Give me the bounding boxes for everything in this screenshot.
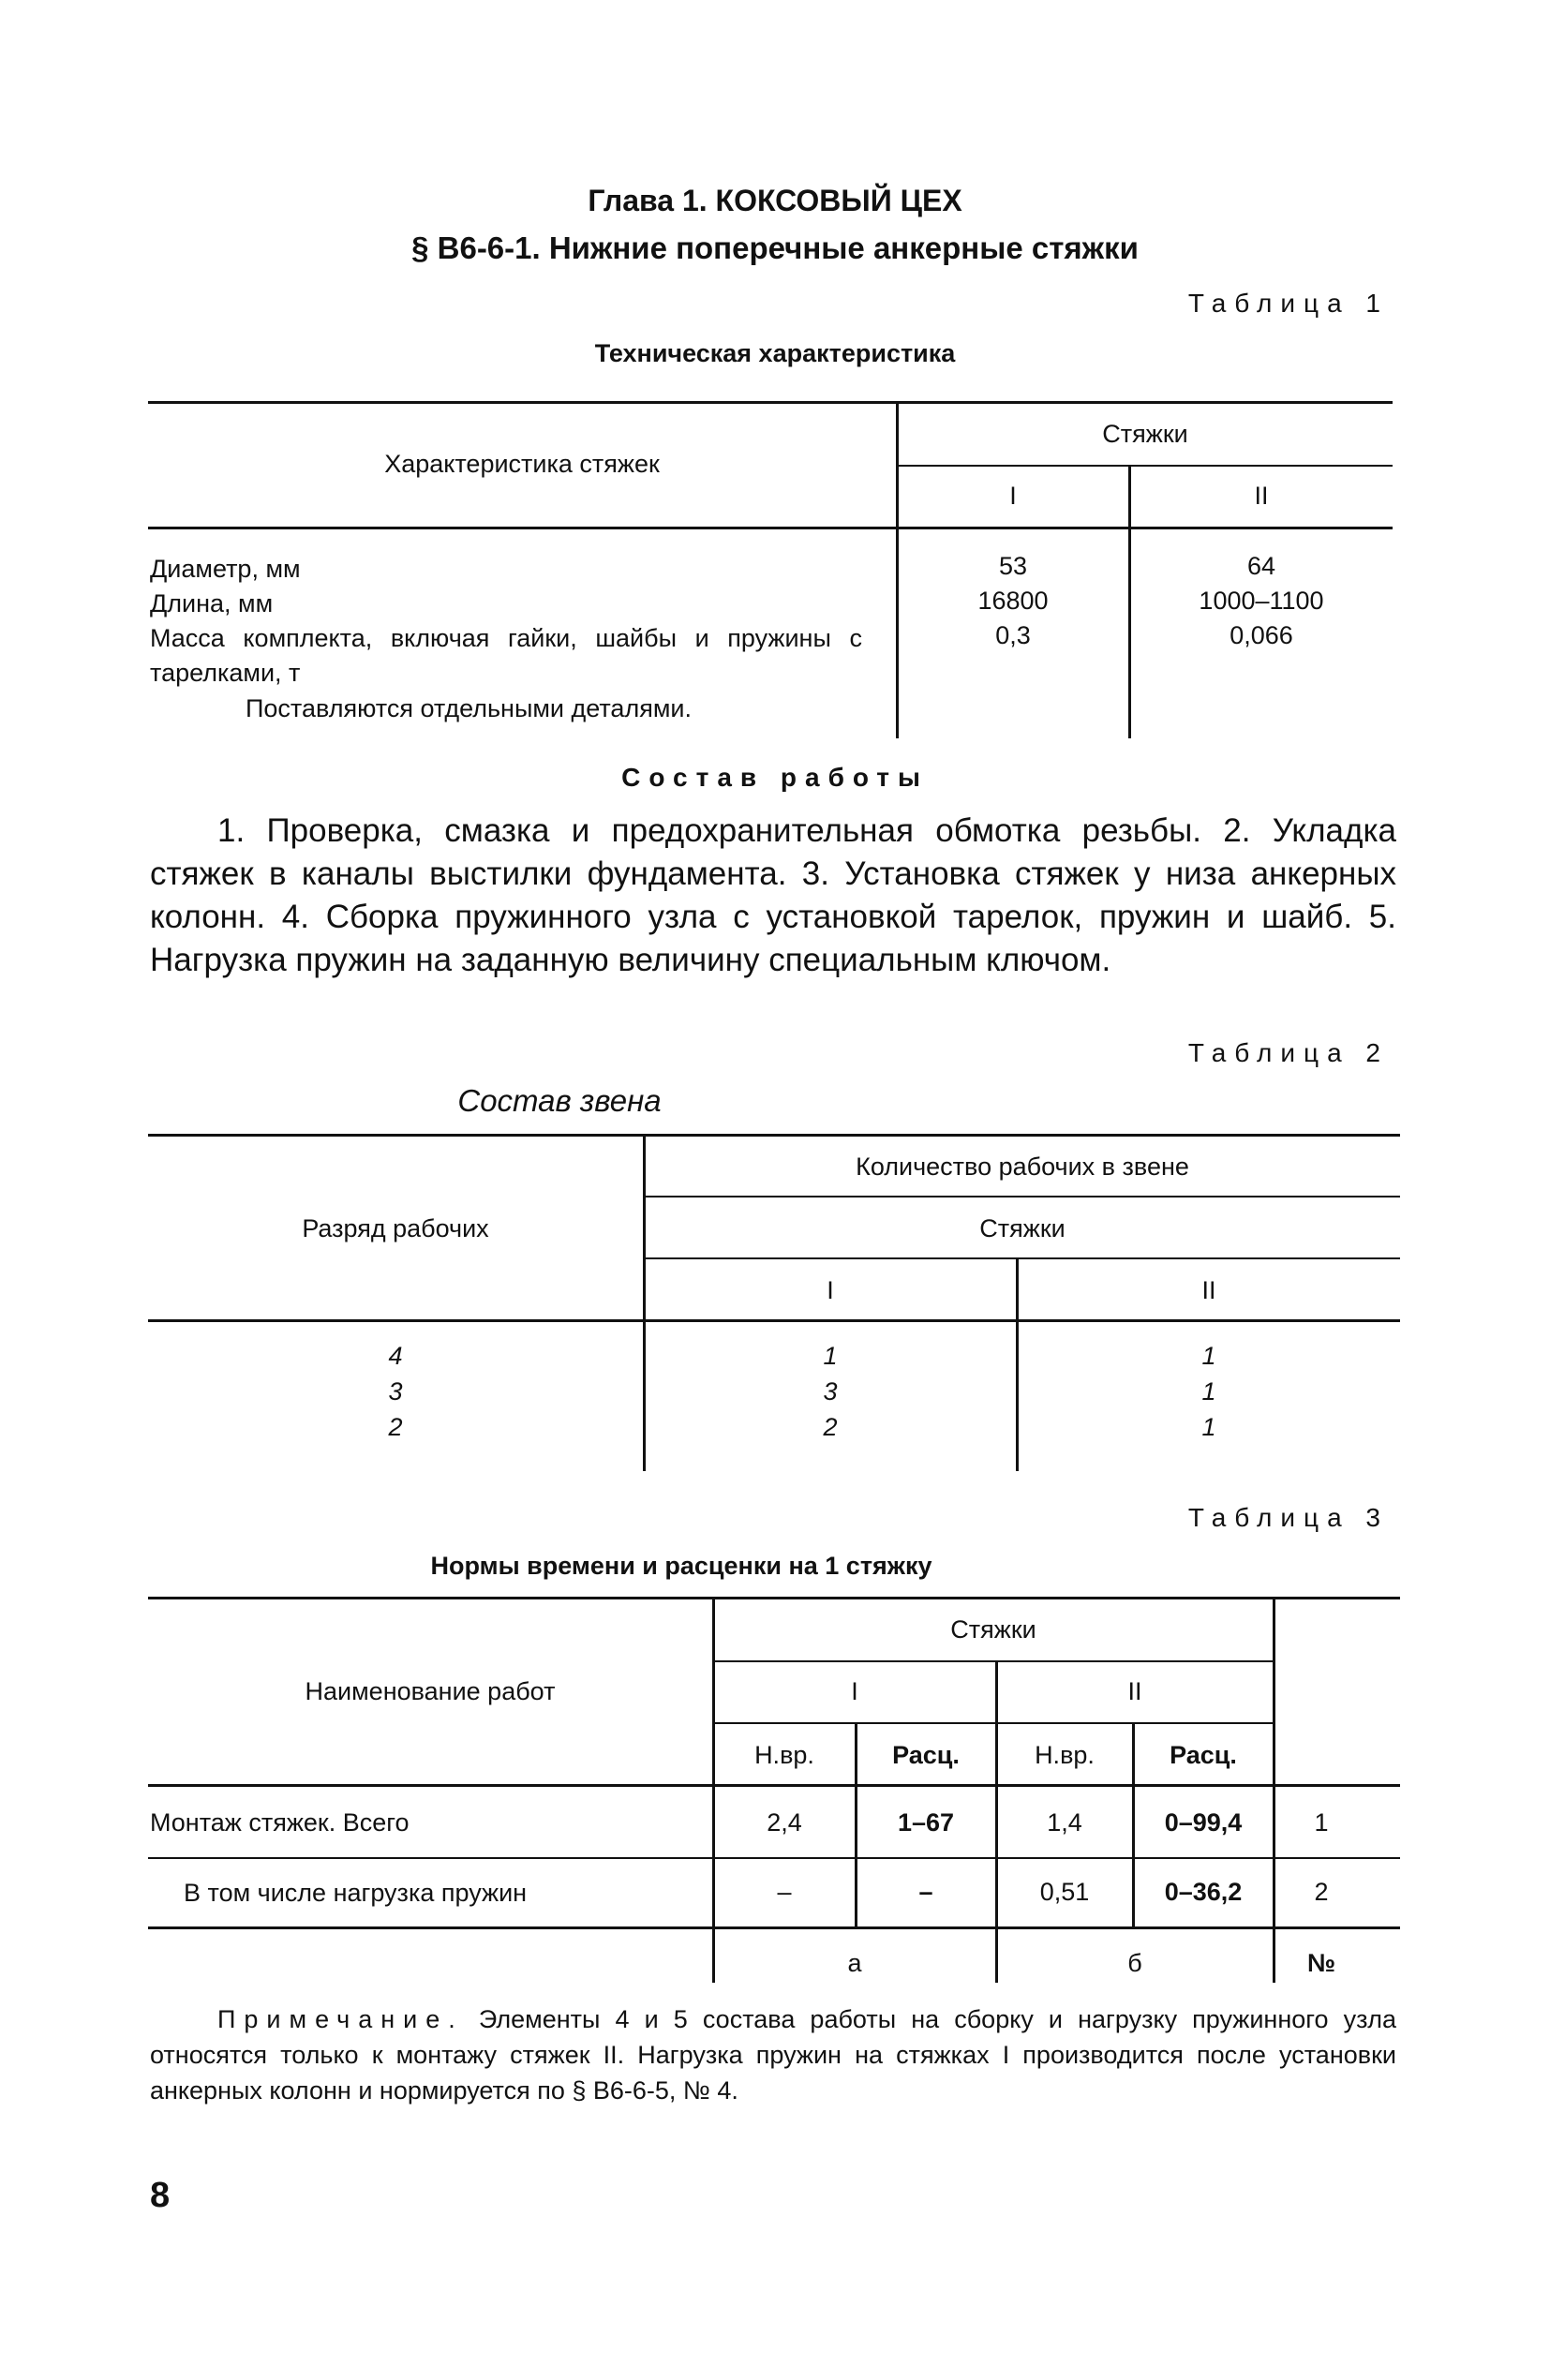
table3-footer-a: а	[847, 1949, 862, 1977]
table3-footer-no: №	[1306, 1949, 1336, 1977]
table3-row-rasc2: 0–36,2	[1164, 1878, 1243, 1906]
table1-row-diameter-i: 53	[998, 552, 1028, 580]
table3-title: Нормы времени и расценки на 1 стяжку	[430, 1552, 932, 1580]
table3-row-nvr2: 0,51	[1039, 1878, 1090, 1906]
table2-header-rank: Разряд рабочих	[302, 1214, 489, 1242]
note-text: Элементы 4 и 5 состава работы на сборку и нагрузку пружинного узла относятся только к монтажу стяжек II. Нагрузка пружин на стяжках I производится после установки анкерных колонн и нормируется по § В6-6-5, № 4.	[150, 2005, 1396, 2105]
table3-sub-rasc: Расц.	[1170, 1741, 1237, 1769]
table2-label: Таблица 2	[1187, 1038, 1389, 1067]
table3-sub-nvr: Н.вр.	[1035, 1741, 1095, 1769]
table2-header-count: Количество рабочих в звене	[856, 1153, 1189, 1181]
table3-header-rule	[148, 1784, 1400, 1787]
table2-col-i-value: 2	[823, 1413, 838, 1441]
table3-divider	[1273, 1599, 1275, 1983]
work-text: 1. Проверка, смазка и предохранительная обмотка резьбы. 2. Укладка стяжек в каналы выстилки фундамента. 3. Установка стяжек у низа анкерных колонн. 4. Сборка пружинного узла с установкой тарелок, пружин и шайб. 5. Нагрузка пружин на заданную величину специальным ключом.	[150, 812, 1396, 978]
table1-row-mass-name: Масса комплекта, включая гайки, шайбы и пружины с тарелками, т	[150, 624, 862, 687]
table2-sub-rule	[645, 1257, 1400, 1259]
table3-header-group: Стяжки	[950, 1615, 1036, 1644]
table1-header-characteristic: Характеристика стяжек	[384, 450, 660, 478]
table3-sub-rasc: Расц.	[892, 1741, 960, 1769]
table1-top-rule	[148, 401, 1393, 404]
table3-label: Таблица 3	[1187, 1503, 1389, 1532]
table1-row-diameter-name: Диаметр, мм	[150, 555, 301, 583]
table2-col-ii-value: 1	[1201, 1342, 1216, 1370]
table3-col-i: I	[851, 1677, 858, 1705]
table3-row-name: Монтаж стяжек. Всего	[150, 1808, 410, 1837]
table2-col-i-value: 1	[823, 1342, 838, 1370]
table2-top-rule	[148, 1134, 1400, 1137]
chapter-title: Глава 1. КОКСОВЫЙ ЦЕХ	[588, 184, 962, 217]
table3-col-ii: II	[1127, 1677, 1142, 1705]
note-label: Примечание.	[217, 2005, 464, 2033]
table1-group-rule	[898, 465, 1393, 467]
table3-sub-nvr: Н.вр.	[754, 1741, 814, 1769]
table3-row-num: 1	[1314, 1808, 1329, 1837]
table2-title: Состав звена	[457, 1083, 662, 1118]
table1-row-length-ii: 1000–1100	[1199, 587, 1324, 615]
table1-row-length-name: Длина, мм	[150, 589, 274, 617]
table3-row-rasc2: 0–99,4	[1164, 1808, 1243, 1837]
table3-row-nvr1: –	[777, 1878, 792, 1906]
table3-bottom-rule	[148, 1926, 1400, 1929]
table2-header-rule	[148, 1319, 1400, 1322]
table1-col-ii: II	[1254, 482, 1269, 510]
table3-row-name: В том числе нагрузка пружин	[184, 1879, 528, 1907]
table3-top-rule	[148, 1597, 1400, 1599]
table2-col-i: I	[827, 1276, 834, 1304]
work-title: Состав работы	[621, 763, 929, 792]
table1-row-length-i: 16800	[977, 587, 1049, 615]
table1-row-mass-ii: 0,066	[1230, 621, 1293, 649]
table1-col-i: I	[1009, 482, 1017, 510]
table1-label: Таблица 1	[1187, 289, 1389, 318]
table3-row-nvr1: 2,4	[767, 1808, 802, 1837]
table3-row-num: 2	[1314, 1878, 1329, 1906]
table2-group-rule	[645, 1196, 1400, 1197]
table3-row-rasc1: 1–67	[897, 1808, 955, 1837]
table2-rank: 2	[388, 1413, 403, 1441]
table3-divider	[712, 1599, 715, 1983]
table3-row-nvr2: 1,4	[1047, 1808, 1082, 1837]
table2-col-i-value: 3	[823, 1377, 838, 1406]
table2-col-ii-value: 1	[1201, 1413, 1216, 1441]
table2-col-ii-value: 1	[1201, 1377, 1216, 1406]
table2-header-group: Стяжки	[979, 1214, 1066, 1242]
table1-row-diameter-ii: 64	[1246, 552, 1276, 580]
table3-row-rasc1: –	[918, 1878, 933, 1906]
page-number: 8	[150, 2176, 171, 2215]
table2-col-ii: II	[1201, 1276, 1216, 1304]
table2-rank: 4	[388, 1342, 403, 1370]
table1-header-group: Стяжки	[1102, 420, 1188, 448]
table2-rank: 3	[388, 1377, 403, 1406]
note	[150, 2001, 1396, 2108]
table1-title: Техническая характеристика	[594, 339, 956, 367]
table3-row-rule	[148, 1857, 1400, 1859]
table3-header-name: Наименование работ	[305, 1677, 556, 1705]
table1-footnote: Поставляются отдельными деталями.	[246, 694, 692, 722]
table1-row-mass-i: 0,3	[995, 621, 1031, 649]
table1-header-rule	[148, 527, 1393, 529]
table3-group-rule	[714, 1660, 1274, 1662]
table3-sub-rule	[714, 1722, 1274, 1724]
section-title: § В6-6-1. Нижние поперечные анкерные стяжки	[411, 231, 1139, 265]
table3-footer-b: б	[1127, 1949, 1142, 1977]
